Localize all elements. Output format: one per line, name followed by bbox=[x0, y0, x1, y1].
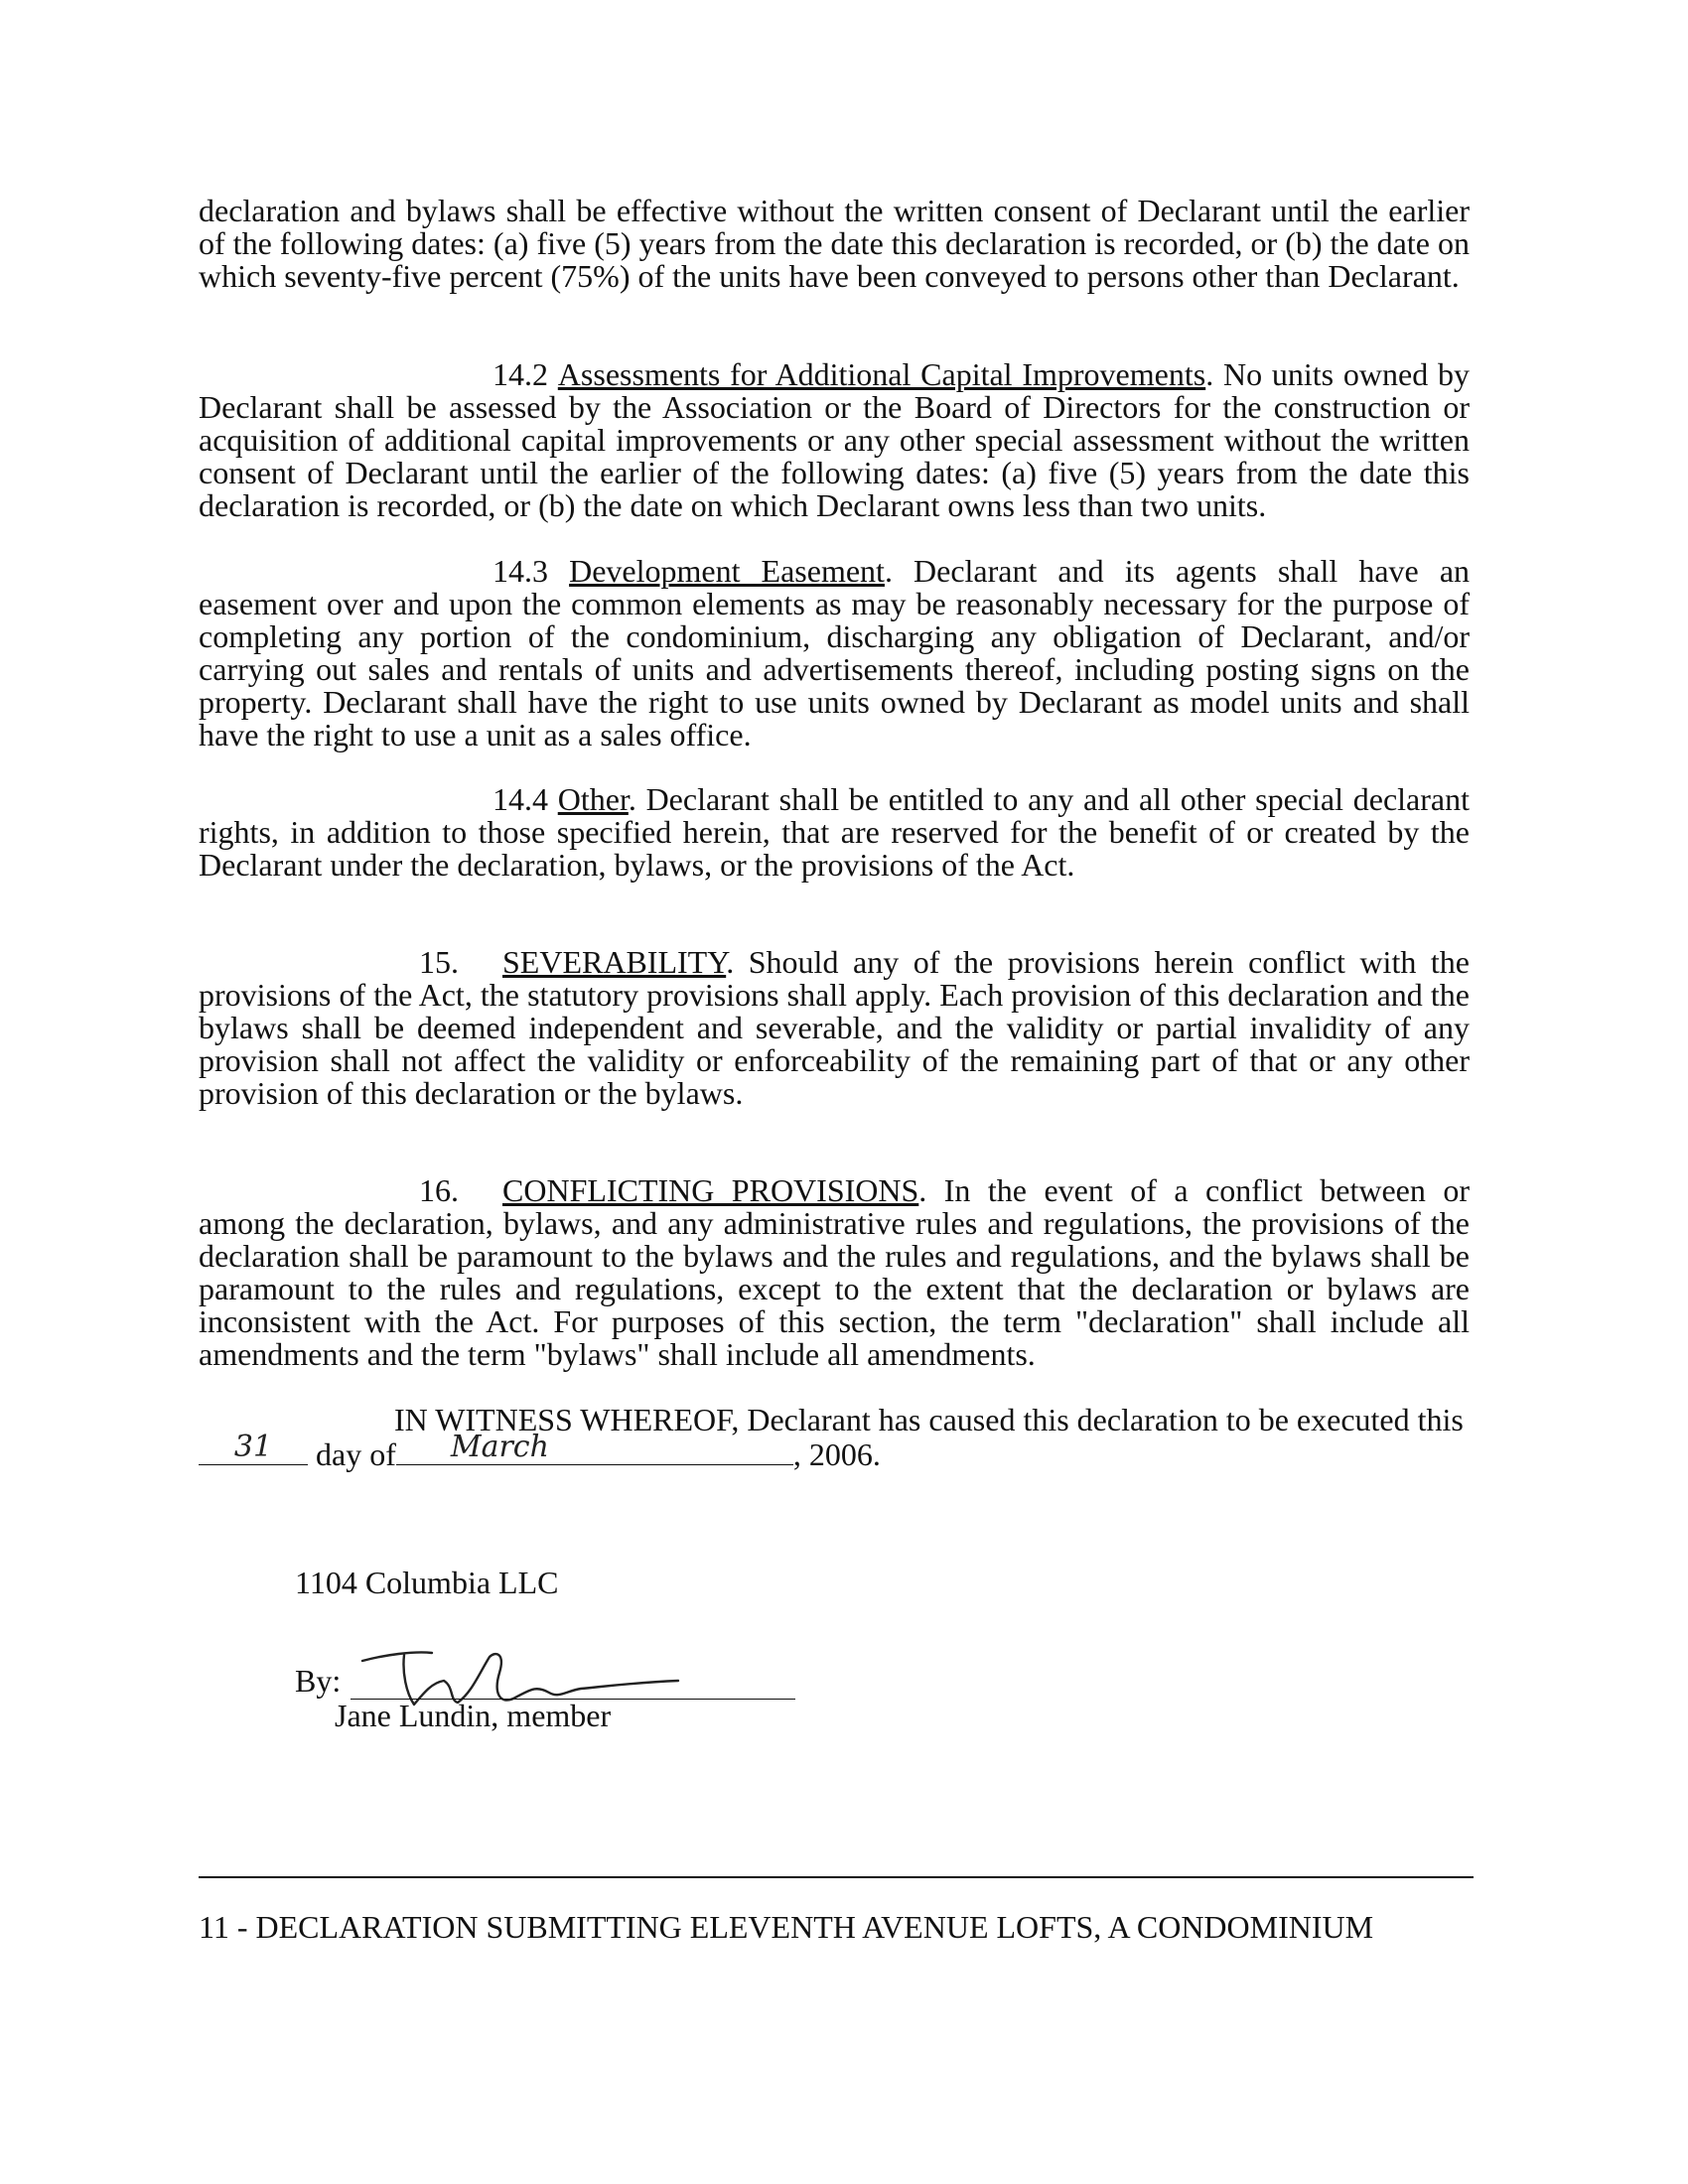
witness-date-line bbox=[199, 1430, 1470, 1472]
section-number: 14.4 bbox=[492, 781, 548, 817]
paragraph-continuation: declaration and bylaws shall be effective without the written consent of Declarant until the earlier of the following dates: (a) five (5) years from the date this declaration is recorded, or (b) the date on which seventy-five percent (75%) of the units have been conveyed to persons other than Declarant. bbox=[199, 193, 1470, 294]
footer-divider bbox=[199, 1876, 1474, 1878]
handwritten-day: 31 bbox=[233, 1430, 273, 1464]
section-text: . Declarant shall be entitled to any and all other special declarant rights, in addition to those specified herein, that are reserved for the benefit of or created by the Declarant under the declaration, bylaws, or the provisions of the Act. bbox=[199, 781, 1470, 883]
section-number: 15. bbox=[419, 944, 459, 980]
section-text: . Declarant and its agents shall have an easement over and upon the common elements as may be reasonably necessary for the purpose of completing any portion of the condominium, discharging any obligation of Declarant, and/or carrying out sales and rentals of units and advertisements thereof, including posting signs on the property. Declarant shall have the right to use units owned by Declarant as model units and shall have the right to use a unit as a sales office. bbox=[199, 553, 1471, 752]
section-heading: Other bbox=[557, 781, 629, 817]
section-text: . No units owned by Declarant shall be assessed by the Association or the Board of Directors for the construction or acquisition of additional capital improvements or any other special assessment without the written consent of Declarant until the earlier of the following dates: (a) five (5) years from the date this declaration is recorded, or (b) the date on which Declarant owns less than two units. bbox=[199, 356, 1471, 523]
year-text: , 2006. bbox=[792, 1436, 881, 1472]
handwritten-month: March bbox=[450, 1430, 549, 1464]
day-of-label: day of bbox=[316, 1436, 396, 1472]
month-blank bbox=[396, 1430, 793, 1465]
witness-line: IN WITNESS WHEREOF, Declarant has caused this declaration to be executed this bbox=[394, 1402, 1464, 1437]
section-text: . In the event of a conflict between or among the declaration, bylaws, and any administrative rules and regulations, the provisions of the declaration shall be paramount to the bylaws and the rules and regulations, and the bylaws shall be paramount to the rules and regulations, except to the extent that the declaration or bylaws are inconsistent with the Act. For purposes of this section, the term "declaration" shall include all amendments and the term "bylaws" shall include all amendments. bbox=[199, 1172, 1471, 1372]
signer-name: Jane Lundin, member bbox=[335, 1698, 612, 1733]
by-label: By: bbox=[295, 1663, 342, 1699]
company-name: 1104 Columbia LLC bbox=[295, 1565, 559, 1600]
day-blank bbox=[199, 1430, 308, 1465]
section-number: 14.2 bbox=[492, 356, 548, 392]
page-footer: 11 - DECLARATION SUBMITTING ELEVENTH AVENUE LOFTS, A CONDOMINIUM bbox=[199, 1909, 1374, 1945]
section-16 bbox=[199, 1174, 1470, 1371]
section-15 bbox=[199, 946, 1470, 1110]
signature-block bbox=[295, 1643, 811, 1732]
section-14-3 bbox=[199, 555, 1470, 751]
section-heading: CONFLICTING PROVISIONS bbox=[502, 1172, 919, 1208]
section-number: 14.3 bbox=[492, 553, 548, 589]
section-heading: Development Easement bbox=[569, 553, 885, 589]
section-14-4 bbox=[199, 783, 1470, 882]
section-14-2 bbox=[199, 358, 1470, 522]
section-number: 16. bbox=[419, 1172, 459, 1208]
section-heading: SEVERABILITY bbox=[502, 944, 727, 980]
section-heading: Assessments for Additional Capital Improvements bbox=[557, 356, 1206, 392]
section-text: . Should any of the provisions herein conflict with the provisions of the Act, the statutory provisions shall apply. Each provision of this declaration and the bylaws shall be deemed independent and severable, and the validity or partial invalidity of any provision shall not affect the validity or enforceability of the remaining part of that or any other provision of this declaration or the bylaws. bbox=[199, 944, 1470, 1111]
witness-clause bbox=[199, 1404, 1470, 1471]
